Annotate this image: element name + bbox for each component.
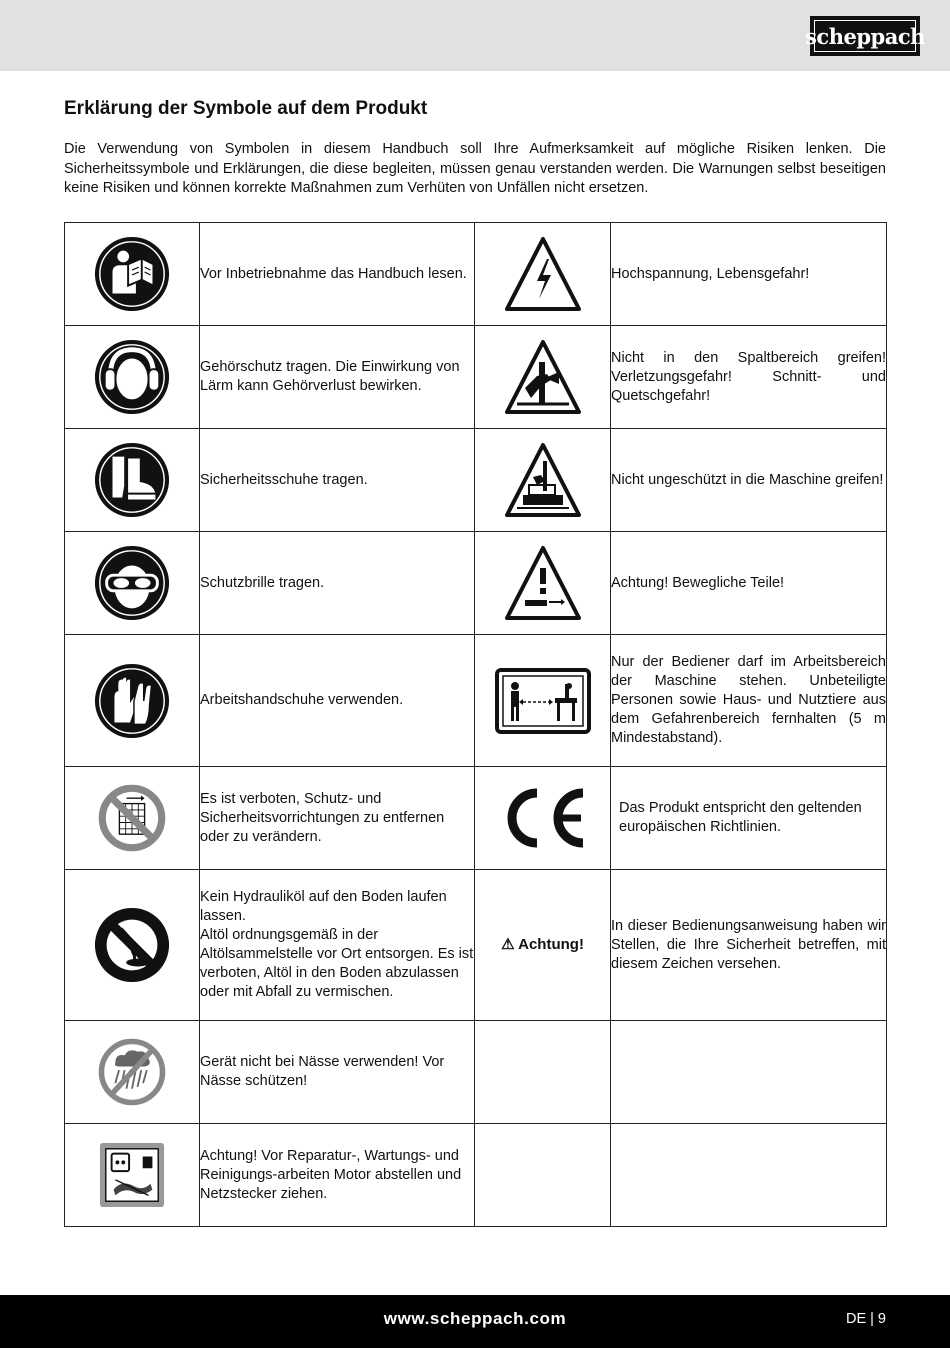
scheppach-logo xyxy=(805,16,925,56)
table-row xyxy=(65,326,887,429)
table-row xyxy=(65,1021,887,1124)
page-number: DE | 9 xyxy=(845,1311,886,1327)
empty-cell xyxy=(611,1124,887,1227)
table-row xyxy=(65,635,887,767)
splitting-area-warning-icon xyxy=(503,338,583,416)
table-row xyxy=(65,532,887,635)
table-row xyxy=(65,223,887,326)
symbol-description: Kein Hydrauliköl auf den Boden laufen lassen. Altöl ordnungsgemäß in der Altölsammelstelle vor Ort entsorgen. Es ist verboten, Altöl in den Boden abzulassen oder mit Abfall zu vermischen. xyxy=(200,870,475,1021)
symbol-description: Achtung! Vor Reparatur-, Wartungs- und Reinigungs-arbeiten Motor abstellen und Netzstecker ziehen. xyxy=(200,1124,475,1227)
hearing-protection-icon xyxy=(93,338,171,416)
symbols-table xyxy=(64,222,887,1227)
symbol-description: Es ist verboten, Schutz- und Sicherheitsvorrichtungen zu entfernen oder zu verändern. xyxy=(200,767,475,870)
symbol-description: Achtung! Bewegliche Teile! xyxy=(611,532,887,635)
no-guard-removal-icon xyxy=(96,782,168,854)
table-row xyxy=(65,1124,887,1227)
table-row xyxy=(65,767,887,870)
empty-cell xyxy=(611,1021,887,1124)
page-title: Erklärung der Symbole auf dem Produkt xyxy=(64,98,428,119)
no-rain-icon xyxy=(95,1035,169,1109)
symbol-description: Gehörschutz tragen. Die Einwirkung von Lärm kann Gehörverlust bewirken. xyxy=(200,326,475,429)
symbol-description: Hochspannung, Lebensgefahr! xyxy=(611,223,887,326)
symbol-description: Nicht ungeschützt in die Maschine greifen! xyxy=(611,429,887,532)
symbol-description: Schutzbrille tragen. xyxy=(200,532,475,635)
table-row xyxy=(65,429,887,532)
unplug-before-maintenance-icon xyxy=(98,1141,166,1209)
warning-triangle-icon: ⚠ Achtung! xyxy=(501,936,584,953)
safety-goggles-icon xyxy=(93,544,171,622)
high-voltage-warning-icon xyxy=(503,235,583,313)
logo-text: scheppach xyxy=(814,20,916,52)
symbol-description: In dieser Bedienungsanweisung haben wir Stellen, die Ihre Sicherheit betreffen, mit diesem Zeichen versehen. xyxy=(611,870,887,1021)
symbol-description: Nicht in den Spaltbereich greifen! Verletzungsgefahr! Schnitt- und Quetschgefahr! xyxy=(611,326,887,429)
symbol-description: Vor Inbetriebnahme das Handbuch lesen. xyxy=(200,223,475,326)
empty-cell xyxy=(475,1021,611,1124)
safety-shoes-icon xyxy=(93,441,171,519)
empty-cell xyxy=(475,1124,611,1227)
ce-mark-icon xyxy=(495,785,591,851)
table-row xyxy=(65,870,887,1021)
machine-hand-warning-icon xyxy=(503,441,583,519)
symbol-description: Nur der Bediener darf im Arbeitsbereich der Maschine stehen. Unbeteiligte Personen sowie Haus- und Nutztiere aus dem Gefahrenbereich fernhalten (5 m Mindestabstand). xyxy=(611,635,887,767)
intro-paragraph: Die Verwendung von Symbolen in diesem Handbuch soll Ihre Aufmerksamkeit auf mögliche Risiken lenken. Die Sicherheitssymbole und Erklärungen, die diese begleiten, müssen genau verstanden werden. Die Warnungen selbst beseitigen keine Risiken und können korrekte Maßnahmen zum Verhüten von Unfällen nicht ersetzen. xyxy=(64,141,886,196)
symbol-description: Das Produkt entspricht den geltenden europäischen Richtlinien. xyxy=(611,767,887,870)
symbol-description: Gerät nicht bei Nässe verwenden! Vor Nässe schützen! xyxy=(200,1021,475,1124)
symbol-description: Sicherheitsschuhe tragen. xyxy=(200,429,475,532)
work-gloves-icon xyxy=(93,662,171,740)
footer-bar xyxy=(0,1295,950,1348)
symbol-description: Arbeitshandschuhe verwenden. xyxy=(200,635,475,767)
read-manual-icon xyxy=(93,235,171,313)
website-link[interactable]: www.scheppach.com xyxy=(383,1309,567,1328)
no-oil-spill-icon xyxy=(93,906,171,984)
moving-parts-warning-icon xyxy=(503,544,583,622)
operator-zone-icon xyxy=(495,668,591,734)
